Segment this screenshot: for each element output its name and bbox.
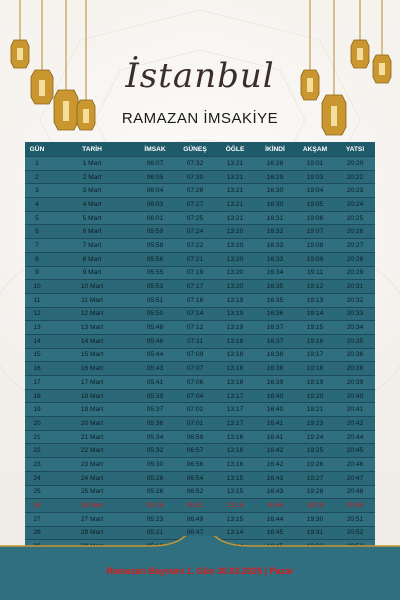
table-cell: 20:38 [335,362,375,376]
city-title: İstanbul [125,56,275,96]
table-cell: 4 Mart [49,198,135,212]
table-cell: 13:20 [215,252,255,266]
table-cell: 16 [25,362,49,376]
table-cell: 20 Mart [49,417,135,431]
table-cell: 19:28 [295,485,335,499]
table-cell: 13:15 [215,499,255,513]
table-cell: 16:37 [255,334,295,348]
table-cell: 28 [25,526,49,540]
table-cell: 05:23 [135,512,175,526]
column-header: ÖĞLE [215,142,255,157]
table-cell: 07:09 [175,348,215,362]
table-cell: 07:01 [175,417,215,431]
table-row [25,225,375,239]
table-cell: 07:32 [175,157,215,171]
table-cell: 19:13 [295,293,335,307]
table-row [25,334,375,348]
table-cell: 20:31 [335,280,375,294]
table-cell: 07:17 [175,280,215,294]
table-cell: 19:08 [295,239,335,253]
table-cell: 16:42 [255,444,295,458]
table-cell: 16:38 [255,362,295,376]
table-cell: 13:19 [215,293,255,307]
table-cell: 13:18 [215,376,255,390]
table-cell: 24 [25,471,49,485]
table-cell: 13:18 [215,362,255,376]
table-cell: 13:15 [215,512,255,526]
table-cell: 12 [25,307,49,321]
table-row [25,170,375,184]
table-cell: 06:51 [175,499,215,513]
table-cell: 19:14 [295,307,335,321]
table-cell: 06:56 [175,458,215,472]
table-cell: 19:21 [295,403,335,417]
table-cell: 20:25 [335,211,375,225]
table-cell: 20:49 [335,499,375,513]
table-cell: 07:12 [175,321,215,335]
table-cell: 13:17 [215,417,255,431]
column-header: AKŞAM [295,142,335,157]
table-cell: 20:46 [335,458,375,472]
table-cell: 20 [25,417,49,431]
table-row [25,376,375,390]
table-row [25,430,375,444]
table-row [25,471,375,485]
table-cell: 2 Mart [49,170,135,184]
table-cell: 16:41 [255,430,295,444]
table-cell: 13:17 [215,403,255,417]
table-cell: 13:20 [215,280,255,294]
table-cell: 05:32 [135,444,175,458]
table-cell: 20:51 [335,512,375,526]
column-header: YATSI [335,142,375,157]
table-cell: 19:23 [295,417,335,431]
table-cell: 13 Mart [49,321,135,335]
table-cell: 20:40 [335,389,375,403]
table-cell: 19:24 [295,430,335,444]
table-cell: 22 [25,444,49,458]
table-cell: 19 Mart [49,403,135,417]
table-row [25,499,375,513]
table-cell: 20:35 [335,334,375,348]
table-cell: 05:48 [135,321,175,335]
table-cell: 8 [25,252,49,266]
table-cell: 22 Mart [49,444,135,458]
table-cell: 23 [25,458,49,472]
table-cell: 05:56 [135,252,175,266]
column-header: İMSAK [135,142,175,157]
table-cell: 16:33 [255,239,295,253]
footer-band [0,556,400,600]
table-cell: 13:21 [215,157,255,171]
column-header: İKİNDİ [255,142,295,157]
table-cell: 13:16 [215,444,255,458]
table-row [25,307,375,321]
table-cell: 16:41 [255,417,295,431]
table-cell: 8 Mart [49,252,135,266]
table-cell: 28 Mart [49,526,135,540]
table-cell: 19:17 [295,348,335,362]
table-cell: 16:34 [255,266,295,280]
table-cell: 26 Mart [49,499,135,513]
table-cell: 13:19 [215,307,255,321]
table-cell: 06:47 [175,526,215,540]
table-cell: 07:28 [175,184,215,198]
table-cell: 20:32 [335,293,375,307]
table-cell: 16:38 [255,348,295,362]
table-cell: 20:41 [335,403,375,417]
table-cell: 07:21 [175,252,215,266]
table-cell: 06:59 [175,430,215,444]
table-cell: 05:55 [135,266,175,280]
table-cell: 20:52 [335,526,375,540]
table-cell: 13:21 [215,211,255,225]
table-cell: 13 [25,321,49,335]
table-cell: 20:47 [335,471,375,485]
table-cell: 3 Mart [49,184,135,198]
table-cell: 13:16 [215,458,255,472]
table-cell: 5 [25,211,49,225]
table-cell: 16:39 [255,376,295,390]
table-cell: 07:24 [175,225,215,239]
table-cell: 14 [25,334,49,348]
table-cell: 27 [25,512,49,526]
table-cell: 7 Mart [49,239,135,253]
table-cell: 19:31 [295,526,335,540]
table-cell: 13:15 [215,471,255,485]
table-row [25,417,375,431]
table-cell: 05:53 [135,280,175,294]
table-cell: 07:04 [175,389,215,403]
table-header-row [25,142,375,157]
table-cell: 06:05 [135,170,175,184]
column-header: GÜN [25,142,49,157]
table-cell: 17 [25,376,49,390]
table-cell: 16:37 [255,321,295,335]
table-cell: 05:39 [135,389,175,403]
table-cell: 12 Mart [49,307,135,321]
table-cell: 16:35 [255,280,295,294]
table-cell: 05:26 [135,485,175,499]
table-cell: 25 [25,485,49,499]
table-cell: 19:18 [295,362,335,376]
table-cell: 13:20 [215,266,255,280]
table-cell: 16:32 [255,225,295,239]
table-cell: 07:07 [175,362,215,376]
table-cell: 13:17 [215,389,255,403]
table-cell: 16:44 [255,499,295,513]
table-cell: 19:30 [295,512,335,526]
table-cell: 26 [25,499,49,513]
table-cell: 06:01 [135,211,175,225]
table-cell: 05:37 [135,403,175,417]
table-cell: 20:28 [335,252,375,266]
table-cell: 05:36 [135,417,175,431]
table-cell: 4 [25,198,49,212]
table-cell: 10 Mart [49,280,135,294]
table-cell: 27 Mart [49,512,135,526]
table-cell: 16:45 [255,526,295,540]
table-cell: 20:22 [335,170,375,184]
table-cell: 05:28 [135,471,175,485]
table-cell: 05:44 [135,348,175,362]
table-cell: 07:06 [175,376,215,390]
table-cell: 20:45 [335,444,375,458]
table-cell: 05:21 [135,526,175,540]
table-cell: 19:01 [295,157,335,171]
table-row [25,198,375,212]
table-row [25,239,375,253]
table-cell: 13:18 [215,334,255,348]
table-cell: 13:21 [215,170,255,184]
table-cell: 16:40 [255,403,295,417]
table-cell: 19:05 [295,198,335,212]
table-cell: 05:34 [135,430,175,444]
table-cell: 13:21 [215,198,255,212]
table-cell: 1 Mart [49,157,135,171]
table-cell: 20:20 [335,157,375,171]
table-cell: 25 Mart [49,485,135,499]
table-cell: 16:29 [255,170,295,184]
table-cell: 20:44 [335,430,375,444]
table-cell: 13:14 [215,526,255,540]
table-cell: 07:02 [175,403,215,417]
table-cell: 19:20 [295,389,335,403]
table-cell: 19:16 [295,334,335,348]
table-cell: 20:48 [335,485,375,499]
table-row [25,444,375,458]
table-cell: 20:24 [335,198,375,212]
table-cell: 07:16 [175,293,215,307]
table-cell: 05:43 [135,362,175,376]
table-cell: 19:11 [295,266,335,280]
table-cell: 14 Mart [49,334,135,348]
footer-note: Ramazan Bayramı 1. Gün 30.03.2025 | Pazar [106,566,294,576]
table-cell: 16:42 [255,458,295,472]
table-cell: 16:35 [255,293,295,307]
table-cell: 06:49 [175,512,215,526]
table-cell: 6 [25,225,49,239]
table-cell: 2 [25,170,49,184]
table-row [25,157,375,171]
table-cell: 19 [25,403,49,417]
table-cell: 16:33 [255,252,295,266]
table-cell: 16 Mart [49,362,135,376]
column-header: TARİH [49,142,135,157]
table-cell: 06:04 [135,184,175,198]
table-cell: 05:41 [135,376,175,390]
table-cell: 16:30 [255,184,295,198]
table-cell: 16:36 [255,307,295,321]
table-cell: 16:28 [255,157,295,171]
table-cell: 05:46 [135,334,175,348]
table-row [25,389,375,403]
table-cell: 13:18 [215,348,255,362]
prayer-times-table-container [25,142,375,538]
table-cell: 06:07 [135,157,175,171]
table-cell: 13:19 [215,321,255,335]
table-cell: 10 [25,280,49,294]
table-cell: 19:07 [295,225,335,239]
table-row [25,362,375,376]
table-cell: 18 Mart [49,389,135,403]
table-cell: 07:19 [175,266,215,280]
table-row [25,266,375,280]
table-cell: 19:29 [295,499,335,513]
table-row [25,348,375,362]
table-cell: 07:22 [175,239,215,253]
table-cell: 05:30 [135,458,175,472]
table-row [25,458,375,472]
column-header: GÜNEŞ [175,142,215,157]
table-cell: 20:42 [335,417,375,431]
table-row [25,321,375,335]
table-cell: 21 [25,430,49,444]
table-cell: 9 [25,266,49,280]
table-cell: 19:03 [295,170,335,184]
table-cell: 06:52 [175,485,215,499]
table-row [25,512,375,526]
table-cell: 06:03 [135,198,175,212]
table-cell: 20:27 [335,239,375,253]
table-cell: 05:58 [135,239,175,253]
table-cell: 17 Mart [49,376,135,390]
table-cell: 19:06 [295,211,335,225]
table-cell: 13:20 [215,239,255,253]
table-cell: 24 Mart [49,471,135,485]
table-cell: 15 [25,348,49,362]
table-cell: 1 [25,157,49,171]
table-cell: 13:21 [215,184,255,198]
table-cell: 20:29 [335,266,375,280]
table-row [25,403,375,417]
table-body [25,157,375,554]
table-cell: 16:44 [255,512,295,526]
table-cell: 16:43 [255,471,295,485]
table-cell: 05:25 [135,499,175,513]
table-cell: 07:14 [175,307,215,321]
table-cell: 19:25 [295,444,335,458]
table-row [25,280,375,294]
table-cell: 6 Mart [49,225,135,239]
table-cell: 19:12 [295,280,335,294]
table-cell: 20:33 [335,307,375,321]
table-cell: 3 [25,184,49,198]
table-cell: 05:51 [135,293,175,307]
table-row [25,211,375,225]
table-cell: 18 [25,389,49,403]
table-cell: 15 Mart [49,348,135,362]
table-cell: 21 Mart [49,430,135,444]
table-cell: 19:04 [295,184,335,198]
table-cell: 13:20 [215,225,255,239]
table-cell: 11 [25,293,49,307]
table-cell: 07:27 [175,198,215,212]
table-cell: 16:40 [255,389,295,403]
prayer-times-table [25,142,375,554]
table-cell: 20:34 [335,321,375,335]
table-cell: 5 Mart [49,211,135,225]
table-cell: 13:15 [215,485,255,499]
table-row [25,252,375,266]
table-cell: 23 Mart [49,458,135,472]
table-cell: 20:39 [335,376,375,390]
table-cell: 06:54 [175,471,215,485]
table-cell: 06:57 [175,444,215,458]
table-row [25,293,375,307]
page-subtitle: RAMAZAN İMSAKİYE [121,110,279,127]
table-cell: 05:59 [135,225,175,239]
table-cell: 9 Mart [49,266,135,280]
table-cell: 07:11 [175,334,215,348]
table-cell: 16:30 [255,198,295,212]
table-cell: 05:50 [135,307,175,321]
table-cell: 7 [25,239,49,253]
table-cell: 20:23 [335,184,375,198]
table-cell: 11 Mart [49,293,135,307]
table-cell: 20:36 [335,348,375,362]
table-cell: 20:26 [335,225,375,239]
table-cell: 19:09 [295,252,335,266]
table-cell: 19:19 [295,376,335,390]
table-cell: 16:43 [255,485,295,499]
table-cell: 19:15 [295,321,335,335]
table-cell: 19:26 [295,458,335,472]
table-cell: 07:30 [175,170,215,184]
table-cell: 13:16 [215,430,255,444]
table-row [25,485,375,499]
table-cell: 16:31 [255,211,295,225]
table-cell: 19:27 [295,471,335,485]
table-row [25,184,375,198]
table-cell: 07:25 [175,211,215,225]
